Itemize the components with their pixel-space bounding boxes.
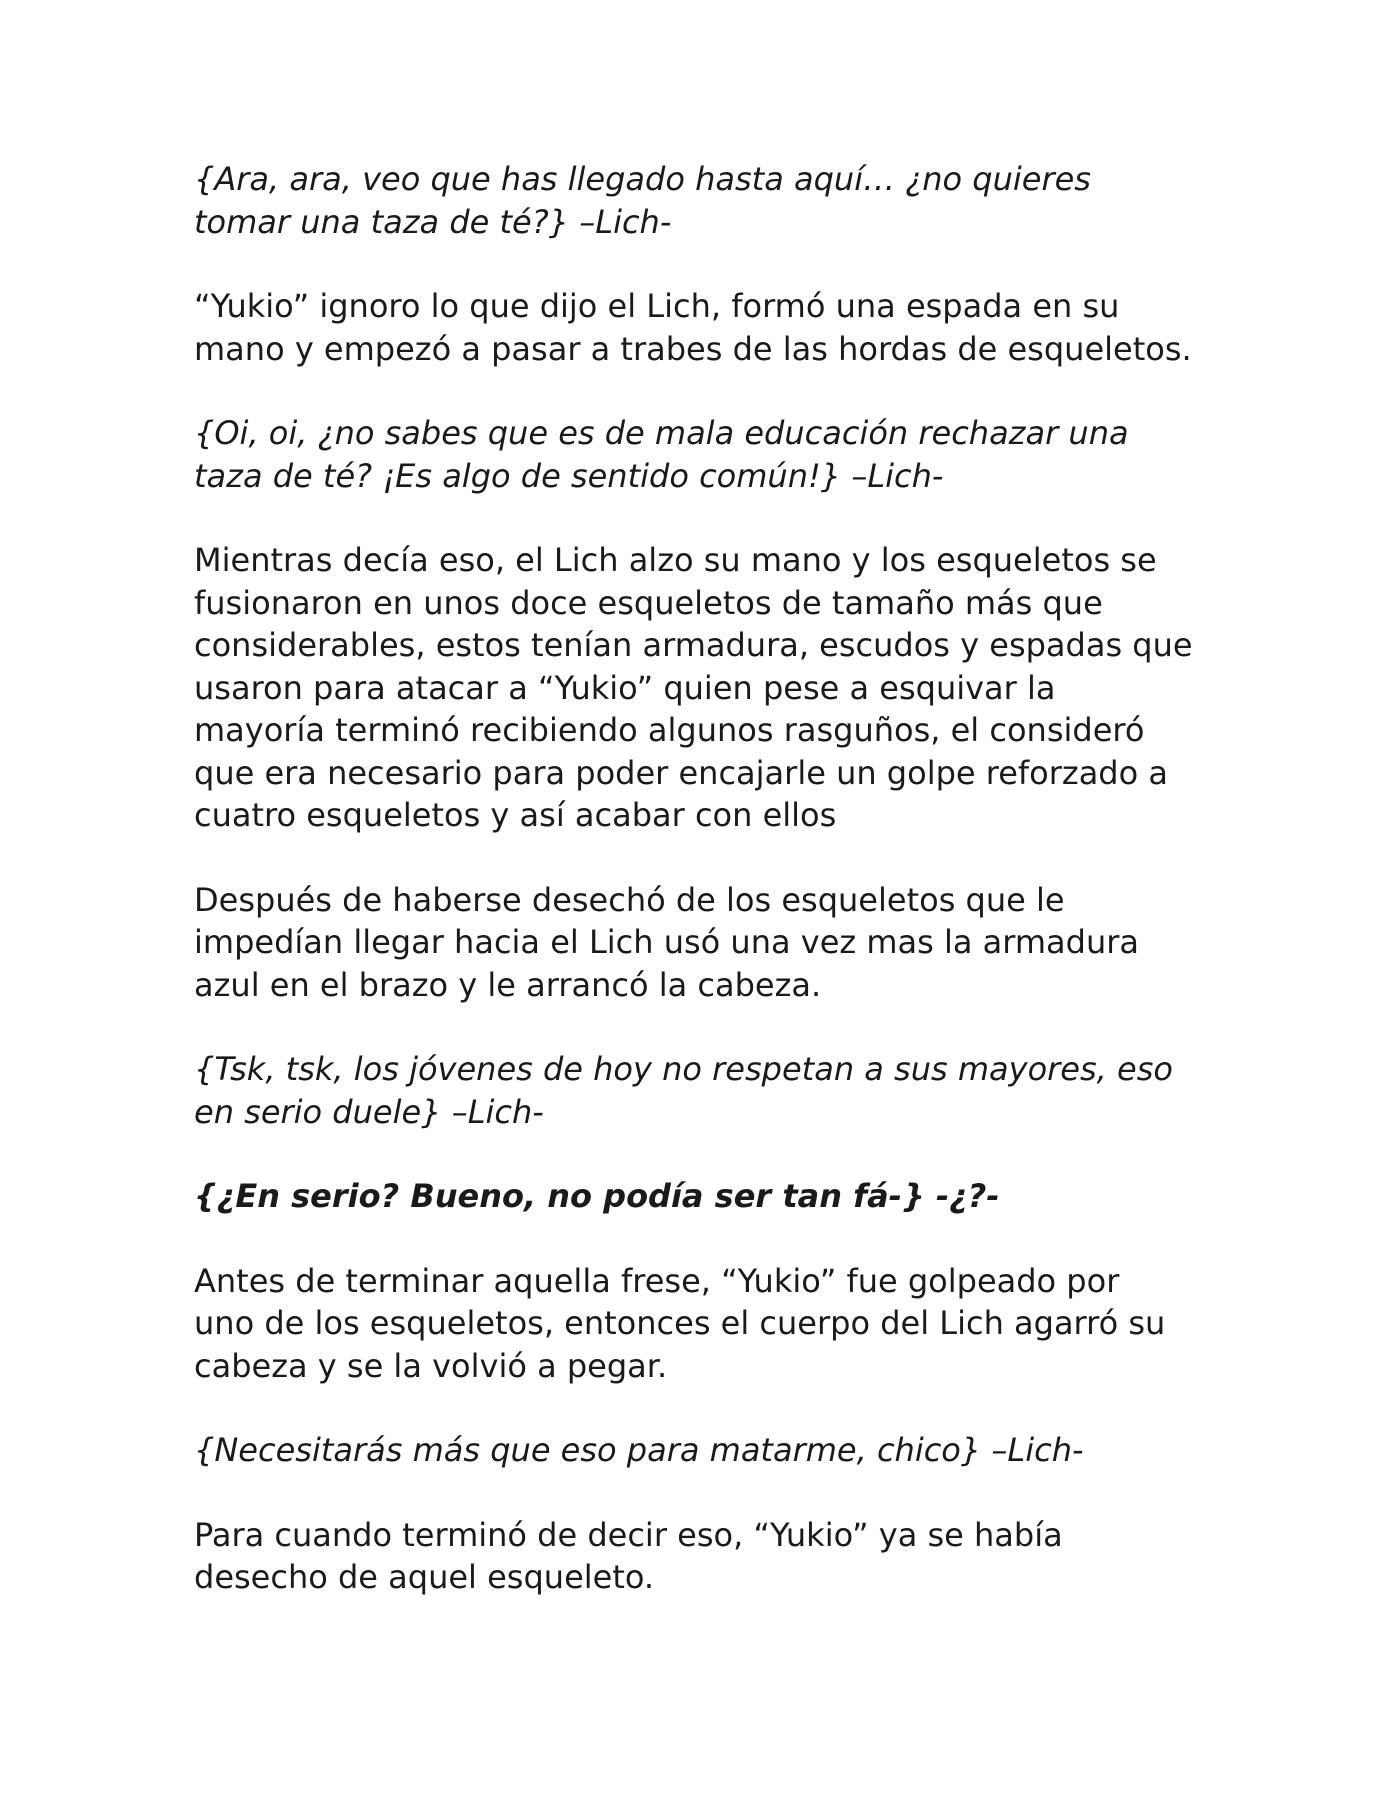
dialogue-paragraph: {Ara, ara, veo que has llegado hasta aquí… ¿no quieres tomar una taza de té?} –Lich- (194, 160, 1091, 241)
dialogue-paragraph: {Tsk, tsk, los jóvenes de hoy no respetan a sus mayores, eso en serio duele} –Lich- (194, 1050, 1173, 1131)
narration-paragraph: Después de haberse desechó de los esqueletos que le impedían llegar hacia el Lich usó una vez mas la armadura azul en el brazo y le arrancó la cabeza. (194, 880, 1139, 1004)
narration-paragraph: Mientras decía eso, el Lich alzo su mano y los esqueletos se fusionaron en unos doce esqueletos de tamaño más que considerables, estos tenían armadura, escudos y espadas que usaron para atacar a “Yukio” quien pese a esquivar la mayoría terminó recibiendo algunos rasguños, el consideró que era necesario para poder encajarle un golpe reforzado a cuatro esqueletos y así acabar con ellos (194, 541, 1193, 834)
dialogue-paragraph: {Oi, oi, ¿no sabes que es de mala educación rechazar una taza de té? ¡Es algo de sentido común!} –Lich- (194, 414, 1129, 495)
narration-paragraph: Antes de terminar aquella frese, “Yukio” fue golpeado por uno de los esqueletos, entonces el cuerpo del Lich agarró su cabeza y se la volvió a pegar. (194, 1261, 1166, 1385)
document-page (194, 158, 1224, 1641)
narration-paragraph: “Yukio” ignoro lo que dijo el Lich, formó una espada en su mano y empezó a pasar a trabes de las hordas de esqueletos. (194, 287, 1192, 368)
bold-dialogue-paragraph: {¿En serio? Bueno, no podía ser tan fá-} -¿?- (194, 1177, 1000, 1215)
dialogue-paragraph: {Necesitarás más que eso para matarme, chico} –Lich- (194, 1431, 1084, 1469)
narration-paragraph: Para cuando terminó de decir eso, “Yukio” ya se había desecho de aquel esqueleto. (194, 1515, 1063, 1596)
